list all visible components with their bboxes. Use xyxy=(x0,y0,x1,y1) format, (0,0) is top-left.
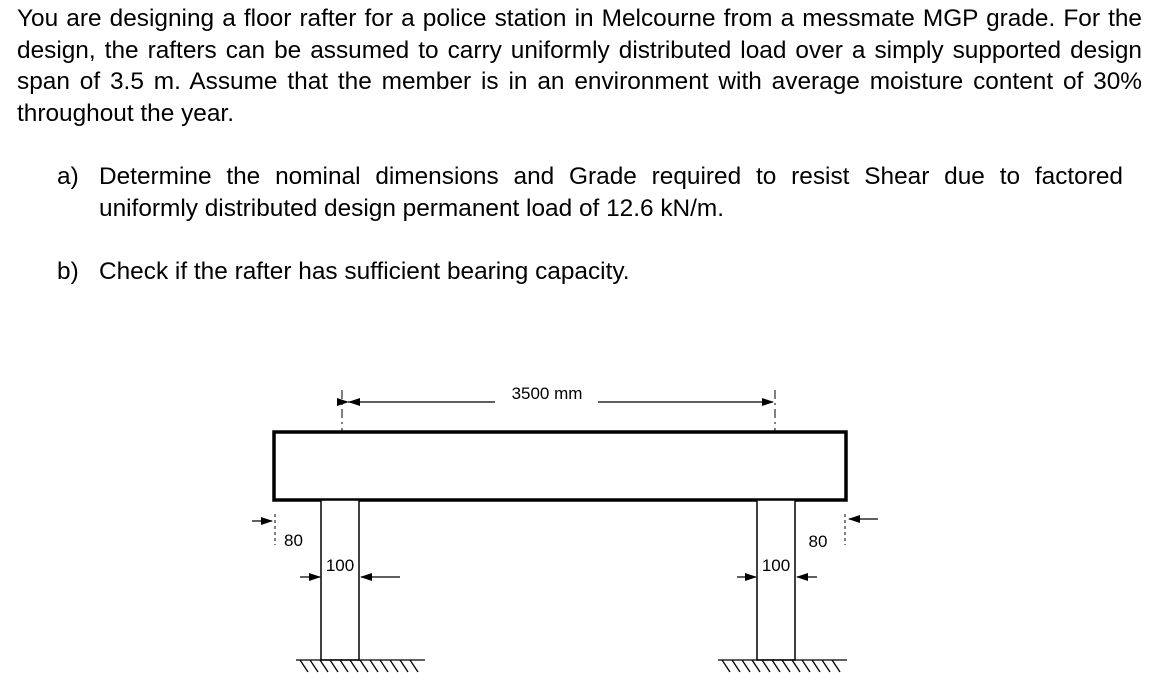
question-a-marker: a) xyxy=(57,163,79,190)
right-support-dimension xyxy=(737,556,817,577)
right-support xyxy=(757,500,795,660)
right-bearing-dimension xyxy=(809,514,878,551)
left-support-width-label: 100 xyxy=(325,556,355,575)
right-ground-hatch xyxy=(718,660,847,672)
span-dimension xyxy=(348,384,773,406)
left-support-dimension xyxy=(300,556,400,577)
span-label: 3500 mm xyxy=(511,384,583,403)
left-bearing-label: 80 xyxy=(284,531,303,550)
question-b-marker: b) xyxy=(57,258,79,285)
span-arrow-left-icon xyxy=(348,398,360,406)
question-b-text: Check if the rafter has sufficient bearing capacity. xyxy=(99,258,630,285)
right-bearing-label: 80 xyxy=(808,532,828,551)
left-support xyxy=(321,500,359,660)
right-support-width-label: 100 xyxy=(761,556,791,575)
left-ground-hatch xyxy=(296,660,425,672)
rafter-beam xyxy=(274,432,846,500)
left-bearing-dimension xyxy=(252,514,303,550)
question-a-text: Determine the nominal dimensions and Grade required to resist Shear due to factored uniformly distributed design permanent load of 12.6 kN/m. xyxy=(99,163,1123,222)
intro-paragraph: You are designing a floor rafter for a police station in Melcourne from a messmate MGP grade. For the design, the rafters can be assumed to carry uniformly distributed load over a simply supported design span of 3.5 m. Assume that the member is in an environment with average moisture content of 30% throughout the year. xyxy=(17,5,1142,127)
